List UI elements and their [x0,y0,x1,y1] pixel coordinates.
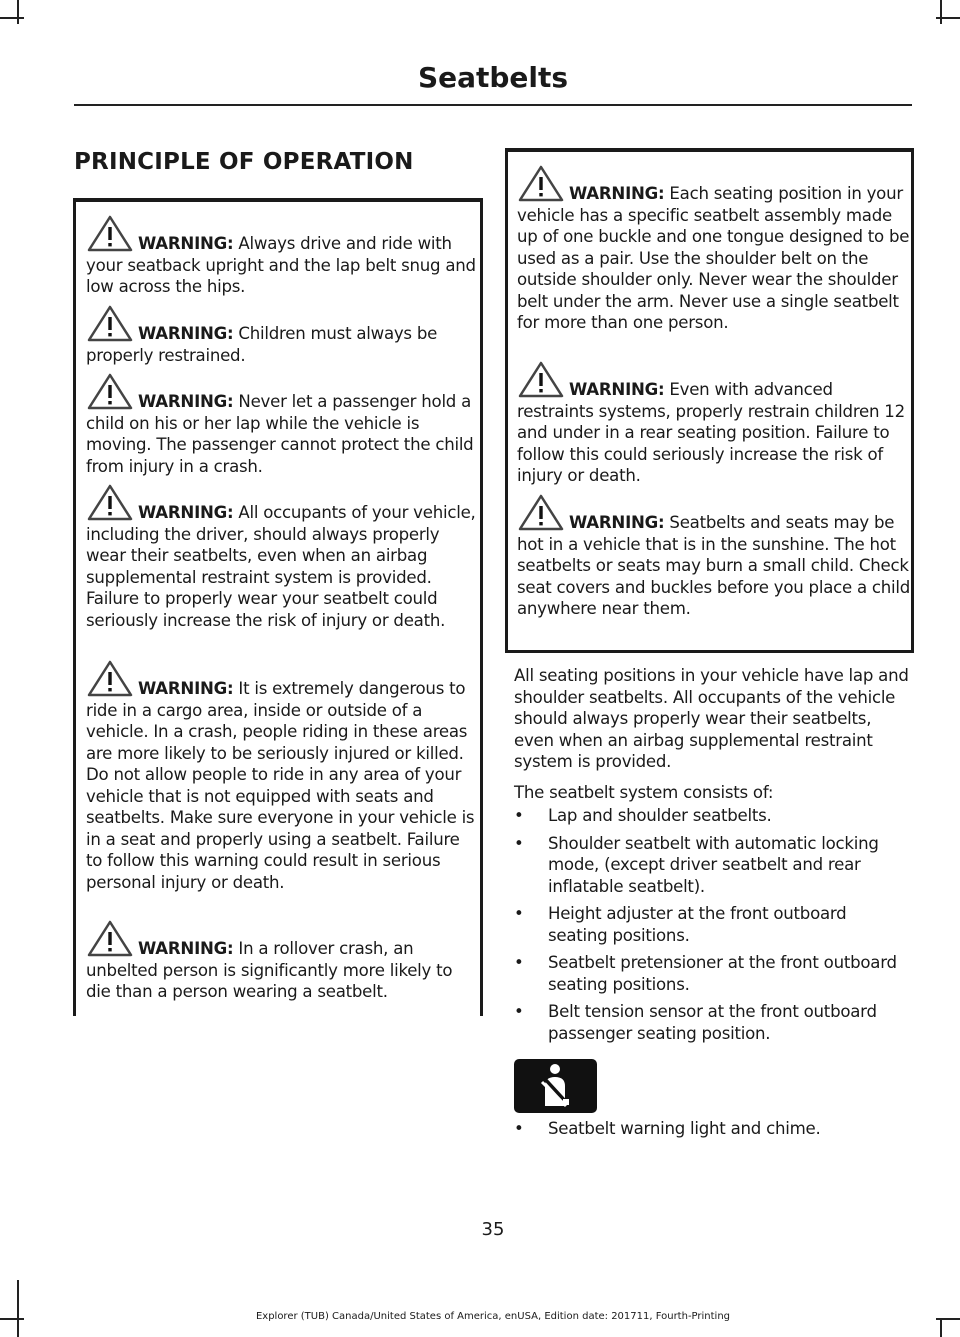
bullet-marker: • [514,1002,524,1021]
warning-triangle-icon [517,164,565,202]
warning-text: Each seating position in your vehicle has a specific seatbelt assembly made up of one buckle and one tongue designed to be used as a pair. Use the shoulder belt on the outside shoulder only. Never wear the shoulder belt under the arm. Never use a single seatbelt for more than one person. [517,184,910,332]
header-divider [74,104,912,106]
crop-mark [0,17,24,19]
warning-triangle-icon [86,214,134,252]
body-paragraph: All seating positions in your vehicle have lap and shoulder seatbelts. All occupants of the vehicle should always properly wear their seatbelts, even when an airbag supplemental restraint system is provided. [514,666,909,771]
crop-mark [17,0,19,24]
warning-label: WARNING: [569,184,665,203]
warning-text: Even with advanced restraints systems, properly restrain children 12 and under in a rear seating position. Failure to follow this could seriously increase the risk of injury or death. [517,380,905,485]
footer-edition: Explorer (TUB) Canada/United States of America, enUSA, Edition date: 201711, Fourth-Printing [255,1311,731,1322]
list-item-text: Seatbelt warning light and chime. [548,1119,821,1138]
warning-triangle-icon [86,304,134,342]
warning-text: Seatbelts and seats may be hot in a vehicle that is in the sunshine. The hot seatbelts or seats may burn a small child. Check seat covers and buckles before you place a child anywhere near them. [517,513,911,618]
crop-mark [940,1318,942,1337]
warning-item [86,214,478,298]
list-item [514,833,909,898]
page-header-title: Seatbelts [417,61,569,94]
warning-label: WARNING: [138,503,234,522]
crop-mark [936,1318,960,1320]
warning-label: WARNING: [138,392,234,411]
warning-box-right [505,148,914,653]
bullet-marker: • [514,806,524,825]
body-paragraph: The seatbelt system consists of: [514,783,774,802]
crop-mark [940,0,942,24]
list-item-text: Belt tension sensor at the front outboard passenger seating position. [548,1002,877,1043]
warning-item [86,483,478,631]
warning-text: Children must always be properly restrained. [86,324,438,365]
bullet-marker: • [514,833,524,853]
warning-label: WARNING: [138,679,234,698]
warning-text: Never let a passenger hold a child on his or her lap while the vehicle is moving. The passenger cannot protect the child from injury in a crash. [86,392,474,476]
warning-text: Always drive and ride with your seatback upright and the lap belt snug and low across the hips. [86,234,476,296]
list-item-text: Seatbelt pretensioner at the front outboard seating positions. [548,953,897,994]
list-item [514,903,909,946]
warning-item [517,493,911,620]
warning-label: WARNING: [569,513,665,532]
warning-label: WARNING: [569,380,665,399]
bullet-marker: • [514,904,524,923]
list-item-text: Lap and shoulder seatbelts. [548,806,772,825]
page-number: 35 [481,1219,505,1240]
warning-triangle-icon [517,493,565,531]
bullet-marker: • [514,953,524,972]
list-item [514,805,909,827]
crop-mark [0,1318,24,1320]
warning-item [86,659,478,893]
list-item [514,952,909,995]
warning-text: All occupants of your vehicle, including the driver, should always properly wear their seatbelts, even when an airbag supplemental restraint system is provided. Failure to properly wear your seatbelt could seriously increase the risk of injury or death. [86,503,476,630]
warning-item [86,372,478,477]
section-heading: PRINCIPLE OF OPERATION [74,149,414,175]
warning-triangle-icon [517,360,565,398]
warning-triangle-icon [86,919,134,957]
warning-triangle-icon [86,659,134,697]
seatbelt-warning-icon [514,1059,597,1113]
warning-item [86,919,478,1003]
seatbelt-system-list [514,805,909,1050]
warning-label: WARNING: [138,939,234,958]
warning-item [517,360,911,487]
crop-mark [936,17,960,19]
warning-text: In a rollover crash, an unbelted person is significantly more likely to die than a person wearing a seatbelt. [86,939,453,1001]
list-item-text: Height adjuster at the front outboard seating positions. [548,904,847,945]
warning-box-left [73,198,483,1016]
warning-text: It is extremely dangerous to ride in a cargo area, inside or outside of a vehicle. In a crash, people riding in these areas are more likely to be seriously injured or killed. Do not allow people to ride in any area of your vehicle that is not equipped with seats and seatbelts. Make sure everyone in your vehicle is in a seat and properly using a seatbelt. Failure to follow this warning could result in serious personal injury or death. [86,679,475,892]
warning-triangle-icon [86,372,134,410]
warning-label: WARNING: [138,234,234,253]
warning-item [517,164,911,334]
list-item-text: Shoulder seatbelt with automatic locking mode, (except driver seatbelt and rear inflatable seatbelt). [548,833,879,896]
warning-item [86,304,478,366]
list-item [514,1118,909,1140]
warning-triangle-icon [86,483,134,521]
warning-label: WARNING: [138,324,234,343]
list-item [514,1001,909,1044]
bullet-marker: • [514,1119,524,1138]
crop-mark [17,1280,19,1337]
